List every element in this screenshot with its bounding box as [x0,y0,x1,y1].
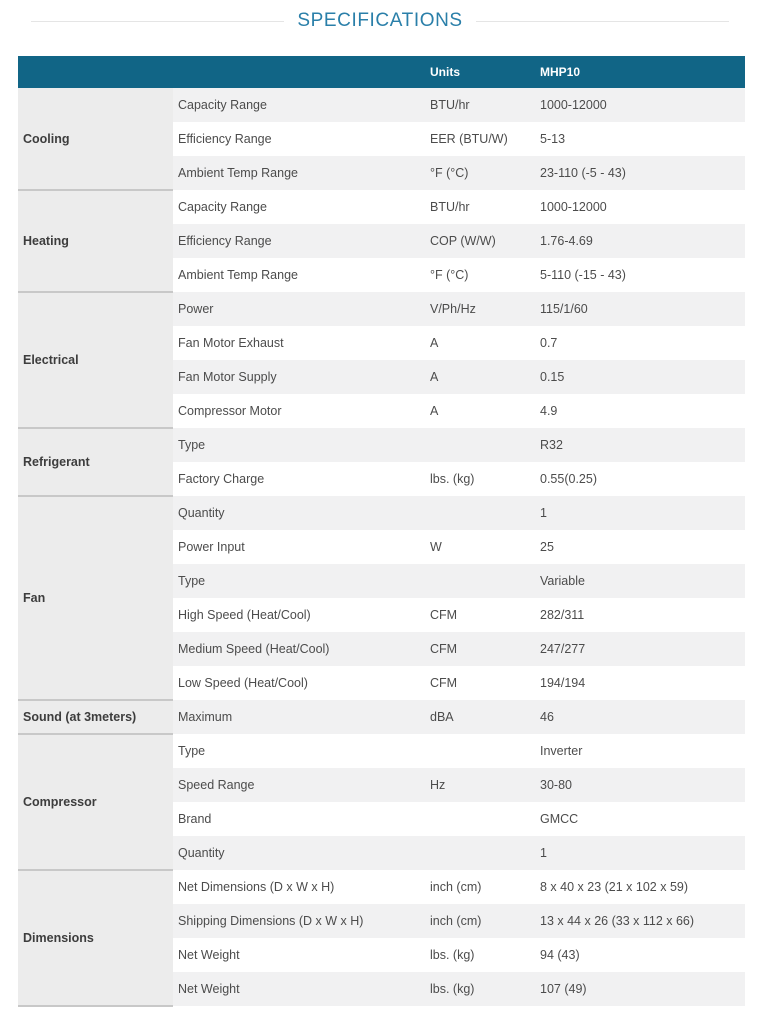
spec-row [18,428,745,462]
spec-value-cell: 23-110 (-5 - 43) [538,156,745,190]
spec-value-cell: 5-110 (-15 - 43) [540,268,626,282]
spec-label-cell: Net Weight [178,948,240,962]
spec-value-cell: 282/311 [540,608,585,622]
spec-value-cell: 13 x 44 x 26 (33 x 112 x 66) [538,904,745,938]
category-cell: Sound (at 3meters) [18,700,173,734]
spec-value-cell: R32 [538,428,745,462]
spec-label-cell: Low Speed (Heat/Cool) [178,676,308,690]
spec-units-cell: dBA [428,700,538,734]
spec-label-cell: Quantity [173,836,428,870]
spec-units-cell: CFM [430,608,458,622]
category-cell: Compressor [18,734,173,870]
spec-value-cell: Variable [538,564,745,598]
section-title-row [31,10,729,32]
spec-units-cell [428,496,538,530]
spec-units-cell: BTU/hr [430,200,470,214]
spec-value-cell: 247/277 [538,632,745,666]
spec-units-cell: W [430,540,442,554]
spec-units-cell [428,428,538,462]
spec-label-cell: Speed Range [173,768,428,802]
spec-label-cell: Net Weight [173,972,428,1006]
spec-units-cell: Hz [428,768,538,802]
spec-units-cell: EER (BTU/W) [430,132,508,146]
spec-row [18,496,745,530]
spec-row [18,734,745,768]
header-cell-units: Units [428,56,538,88]
spec-row [18,292,745,326]
spec-label-cell: Fan Motor Supply [173,360,428,394]
spec-label-cell: Ambient Temp Range [178,268,298,282]
category-cell: Dimensions [18,870,173,1006]
spec-units-cell: COP (W/W) [428,224,538,258]
spec-label-cell: Ambient Temp Range [173,156,428,190]
spec-value-cell: 4.9 [540,404,558,418]
spec-value-cell: 115/1/60 [538,292,745,326]
spec-label-cell: Brand [178,812,212,826]
spec-label-cell: Power [173,292,428,326]
spec-value-cell: 1000-12000 [538,88,745,122]
spec-units-cell: lbs. (kg) [428,972,538,1006]
spec-label-cell: High Speed (Heat/Cool) [178,608,311,622]
spec-label-cell: Efficiency Range [178,132,272,146]
spec-value-cell: 1 [538,836,745,870]
spec-row [18,700,745,734]
spec-value-cell: 25 [540,540,554,554]
spec-row [18,870,745,904]
specifications-table [18,56,745,1007]
spec-units-cell: inch (cm) [430,880,482,894]
spec-label-cell: Efficiency Range [173,224,428,258]
spec-units-cell: CFM [428,632,538,666]
category-cell: Electrical [18,292,173,428]
spec-label-cell: Compressor Motor [178,404,282,418]
spec-units-cell [428,836,538,870]
table-body [18,88,745,1006]
title-divider-left [31,21,284,22]
spec-value-cell: Inverter [540,744,583,758]
spec-row [18,190,745,224]
spec-label-cell: Medium Speed (Heat/Cool) [173,632,428,666]
spec-units-cell: lbs. (kg) [430,472,475,486]
spec-value-cell: 0.55(0.25) [540,472,597,486]
spec-value-cell: 5-13 [540,132,566,146]
spec-label-cell: Type [173,564,428,598]
spec-value-cell: 1000-12000 [540,200,607,214]
spec-value-cell: GMCC [540,812,579,826]
spec-label-cell: Shipping Dimensions (D x W x H) [173,904,428,938]
spec-units-cell: A [430,404,439,418]
spec-label-cell: Maximum [173,700,428,734]
spec-label-cell: Net Dimensions (D x W x H) [178,880,335,894]
spec-value-cell: 46 [538,700,745,734]
spec-label-cell: Capacity Range [178,200,267,214]
spec-units-cell: V/Ph/Hz [428,292,538,326]
spec-label-cell: Quantity [173,496,428,530]
spec-units-cell: BTU/hr [428,88,538,122]
spec-label-cell: Type [178,744,206,758]
spec-label-cell: Power Input [178,540,245,554]
page-title: SPECIFICATIONS [297,10,463,31]
spec-value-cell: 0.15 [538,360,745,394]
spec-value-cell: 0.7 [540,336,558,350]
title-divider-right [476,21,729,22]
header-cell-empty [18,56,428,88]
spec-label-cell: Factory Charge [178,472,265,486]
spec-units-cell: °F (°C) [428,156,538,190]
spec-row [18,88,745,122]
spec-value-cell: 30-80 [538,768,745,802]
category-cell: Heating [18,190,173,292]
spec-label-cell: Capacity Range [173,88,428,122]
spec-value-cell: 94 (43) [540,948,580,962]
spec-units-cell: lbs. (kg) [430,948,475,962]
spec-label-cell: Type [173,428,428,462]
category-cell: Fan [18,496,173,700]
table-header [18,56,745,88]
spec-label-cell: Fan Motor Exhaust [178,336,284,350]
spec-units-cell [428,802,538,836]
header-cell-model: MHP10 [538,56,745,88]
spec-value-cell: 107 (49) [538,972,745,1006]
spec-value-cell: 1.76-4.69 [538,224,745,258]
spec-units-cell [428,734,538,768]
category-cell: Cooling [18,88,173,190]
spec-units-cell [428,564,538,598]
spec-value-cell: 1 [538,496,745,530]
spec-units-cell: A [430,336,439,350]
category-cell: Refrigerant [18,428,173,496]
spec-value-cell: 8 x 40 x 23 (21 x 102 x 59) [540,880,689,894]
spec-units-cell: CFM [430,676,458,690]
table-header-row [18,56,745,88]
spec-units-cell: °F (°C) [430,268,469,282]
spec-units-cell: A [428,360,538,394]
spec-value-cell: 194/194 [540,676,586,690]
spec-units-cell: inch (cm) [428,904,538,938]
